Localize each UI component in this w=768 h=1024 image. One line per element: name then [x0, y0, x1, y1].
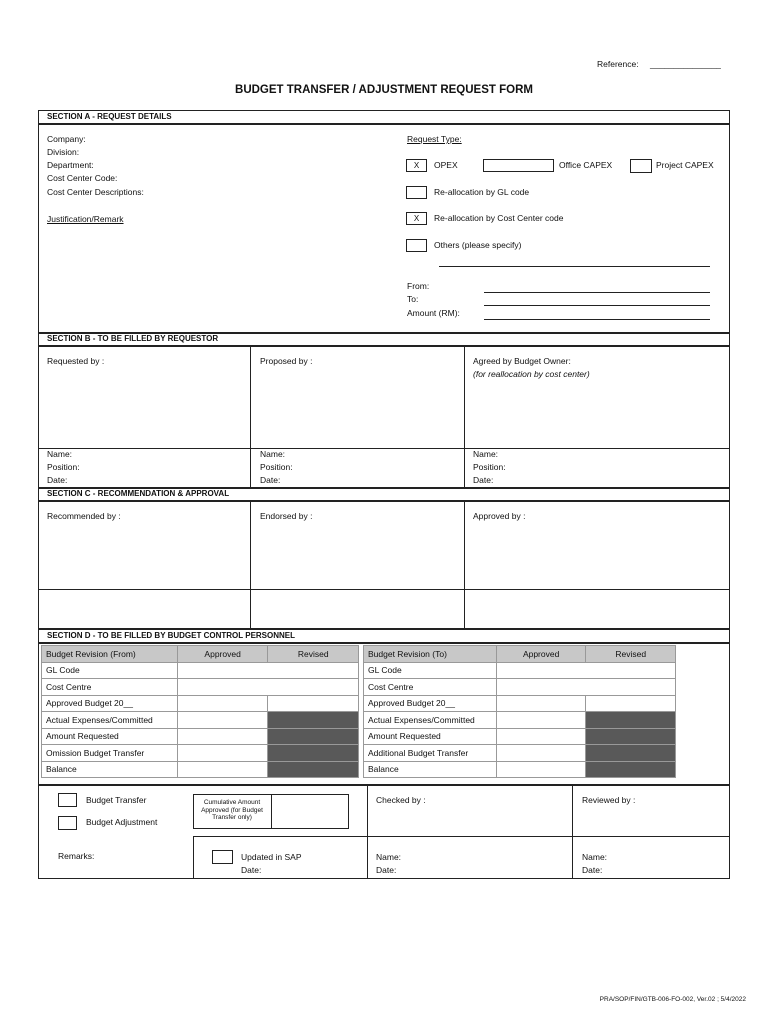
approved-by-label: Approved by :: [473, 511, 526, 521]
reference-field[interactable]: _______________: [650, 59, 721, 69]
row-label: Amount Requested: [364, 728, 497, 745]
name-label: Name:: [47, 449, 73, 459]
shaded-cell: [586, 728, 676, 745]
shaded-cell: [586, 761, 676, 778]
divider: [38, 589, 730, 590]
others-label: Others (please specify): [434, 240, 522, 250]
approved-cell[interactable]: [177, 745, 268, 762]
recommended-by-label: Recommended by :: [47, 511, 121, 521]
position-label: Position:: [473, 462, 506, 472]
row-label: Approved Budget 20__: [42, 695, 178, 712]
divider: [38, 500, 730, 502]
row-label: Balance: [364, 761, 497, 778]
name-label: Name:: [582, 852, 608, 862]
opex-checkbox[interactable]: X: [406, 159, 427, 172]
budget-adjustment-checkbox[interactable]: [58, 816, 77, 830]
row-label: Omission Budget Transfer: [42, 745, 178, 762]
table-header: Approved: [177, 646, 268, 663]
name-label: Name:: [376, 852, 402, 862]
office-capex-checkbox[interactable]: [483, 159, 554, 172]
divider: [38, 784, 730, 786]
date-label: Date:: [260, 475, 281, 485]
divider: [250, 345, 251, 487]
divider: [38, 123, 730, 125]
row-label: Approved Budget 20__: [364, 695, 497, 712]
updated-sap-checkbox[interactable]: [212, 850, 233, 864]
justification-label: Justification/Remark: [47, 214, 124, 224]
office-capex-label: Office CAPEX: [559, 160, 613, 170]
reviewed-by-label: Reviewed by :: [582, 795, 636, 805]
date-label: Date:: [47, 475, 68, 485]
section-a-heading: SECTION A - REQUEST DETAILS: [47, 112, 172, 121]
divider: [464, 500, 465, 628]
opex-label: OPEX: [434, 160, 458, 170]
divider: [367, 784, 368, 879]
others-specify-line[interactable]: [439, 266, 710, 267]
row-label: Balance: [42, 761, 178, 778]
divider: [250, 500, 251, 628]
budget-transfer-label: Budget Transfer: [86, 795, 147, 805]
project-capex-checkbox[interactable]: [630, 159, 652, 173]
approved-cell[interactable]: [496, 695, 586, 712]
cost-centre-cell[interactable]: [177, 679, 358, 696]
cost-center-desc-label: Cost Center Descriptions:: [47, 187, 144, 197]
cost-centre-cell[interactable]: [496, 679, 675, 696]
to-label: To:: [407, 294, 419, 304]
position-label: Position:: [47, 462, 80, 472]
approved-cell[interactable]: [177, 712, 268, 729]
from-line[interactable]: [484, 292, 710, 293]
agreed-by-label: Agreed by Budget Owner:: [473, 356, 571, 366]
budget-to-table: [363, 645, 676, 778]
row-label: Cost Centre: [42, 679, 178, 696]
row-label: Cost Centre: [364, 679, 497, 696]
agreed-note: (for reallocation by cost center): [473, 369, 590, 379]
divider: [572, 784, 573, 879]
row-label: GL Code: [364, 662, 497, 679]
realloc-gl-checkbox[interactable]: [406, 186, 427, 199]
form-title: BUDGET TRANSFER / ADJUSTMENT REQUEST FORM: [235, 84, 533, 96]
budget-adjustment-label: Budget Adjustment: [86, 817, 158, 827]
from-label: From:: [407, 281, 430, 291]
position-label: Position:: [260, 462, 293, 472]
divider: [193, 836, 194, 879]
row-label: Actual Expenses/Committed: [364, 712, 497, 729]
approved-cell[interactable]: [177, 728, 268, 745]
divider: [464, 345, 465, 487]
date-label: Date:: [376, 865, 397, 875]
gl-code-cell[interactable]: [177, 662, 358, 679]
revised-cell[interactable]: [586, 695, 676, 712]
row-label: GL Code: [42, 662, 178, 679]
approved-cell[interactable]: [496, 761, 586, 778]
budget-transfer-checkbox[interactable]: [58, 793, 77, 807]
shaded-cell: [586, 745, 676, 762]
realloc-gl-label: Re-allocation by GL code: [434, 187, 530, 197]
row-label: Amount Requested: [42, 728, 178, 745]
divider: [193, 836, 730, 837]
project-capex-label: Project CAPEX: [656, 160, 714, 170]
divider: [38, 345, 730, 347]
form-code-footer: PRA/SOP/FIN/GTB-006-FO-002, Ver.02 ; 5/4/2022: [599, 996, 746, 1003]
approved-cell[interactable]: [177, 695, 268, 712]
section-d-heading: SECTION D - TO BE FILLED BY BUDGET CONTROL PERSONNEL: [47, 631, 296, 640]
shaded-cell: [268, 712, 359, 729]
table-header: Budget Revision (From): [42, 646, 178, 663]
approved-cell[interactable]: [496, 728, 586, 745]
table-header: Revised: [268, 646, 359, 663]
department-label: Department:: [47, 160, 94, 170]
revised-cell[interactable]: [268, 695, 359, 712]
reference-label: Reference:: [597, 59, 639, 69]
divider: [38, 642, 730, 644]
table-header: Revised: [586, 646, 676, 663]
table-header: Approved: [496, 646, 586, 663]
request-type-label: Request Type:: [407, 134, 462, 144]
division-label: Division:: [47, 147, 80, 157]
proposed-by-label: Proposed by :: [260, 356, 313, 366]
others-checkbox[interactable]: [406, 239, 427, 252]
section-c-heading: SECTION C - RECOMMENDATION & APPROVAL: [47, 489, 230, 498]
endorsed-by-label: Endorsed by :: [260, 511, 313, 521]
cumulative-amount-field[interactable]: [272, 795, 348, 828]
date-label: Date:: [582, 865, 603, 875]
divider: [38, 448, 730, 449]
updated-sap-label: Updated in SAP: [241, 852, 302, 862]
section-b-heading: SECTION B - TO BE FILLED BY REQUESTOR: [47, 334, 219, 343]
divider: [38, 628, 730, 630]
table-header: Budget Revision (To): [364, 646, 497, 663]
to-line[interactable]: [484, 305, 710, 306]
amount-label: Amount (RM):: [407, 308, 460, 318]
shaded-cell: [268, 745, 359, 762]
gl-code-cell[interactable]: [496, 662, 675, 679]
checked-by-label: Checked by :: [376, 795, 426, 805]
name-label: Name:: [473, 449, 499, 459]
budget-from-table: [41, 645, 359, 778]
cumulative-label: Cumulative Amount Approved (for Budget Transfer only): [201, 799, 263, 821]
requested-by-label: Requested by :: [47, 356, 105, 366]
shaded-cell: [268, 728, 359, 745]
remarks-label: Remarks:: [58, 851, 95, 861]
approved-cell[interactable]: [496, 712, 586, 729]
company-label: Company:: [47, 134, 86, 144]
date-label: Date:: [241, 865, 262, 875]
name-label: Name:: [260, 449, 286, 459]
shaded-cell: [268, 761, 359, 778]
row-label: Actual Expenses/Committed: [42, 712, 178, 729]
shaded-cell: [586, 712, 676, 729]
date-label: Date:: [473, 475, 494, 485]
amount-line[interactable]: [484, 319, 710, 320]
realloc-cc-label: Re-allocation by Cost Center code: [434, 213, 564, 223]
row-label: Additional Budget Transfer: [364, 745, 497, 762]
approved-cell[interactable]: [177, 761, 268, 778]
cost-center-code-label: Cost Center Code:: [47, 173, 118, 183]
approved-cell[interactable]: [496, 745, 586, 762]
realloc-cc-checkbox[interactable]: X: [406, 212, 427, 225]
